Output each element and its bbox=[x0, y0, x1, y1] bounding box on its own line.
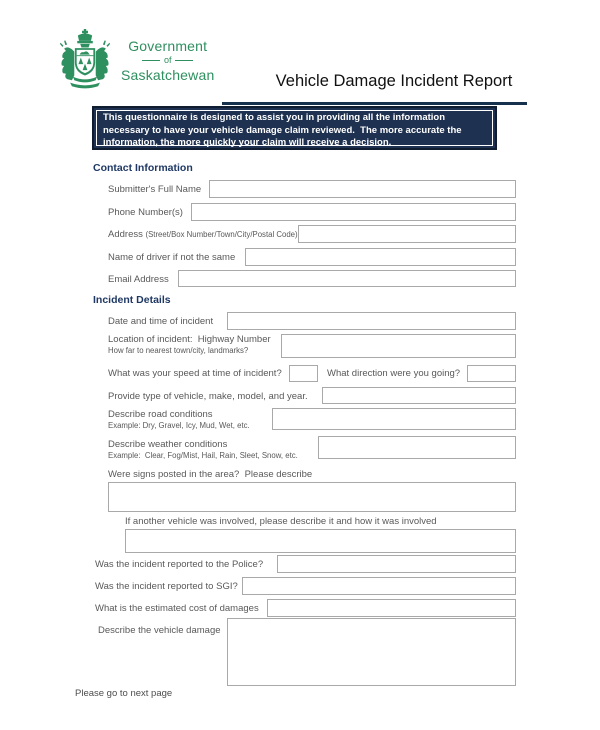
direction-input[interactable] bbox=[467, 365, 516, 382]
logo-wordmark bbox=[121, 39, 214, 82]
road-conditions-sublabel: Example: Dry, Gravel, Icy, Mud, Wet, etc. bbox=[108, 420, 250, 430]
weather-conditions-input[interactable] bbox=[318, 436, 516, 459]
phone-input[interactable] bbox=[191, 203, 516, 221]
other-vehicle-label: If another vehicle was involved, please describe it and how it was involved bbox=[125, 516, 437, 527]
location-label: Location of incident: Highway Number How far to nearest town/city, landmarks? bbox=[108, 334, 271, 355]
submitter-name-label: Submitter's Full Name bbox=[108, 184, 202, 195]
road-conditions-input[interactable] bbox=[272, 408, 516, 430]
next-page-note: Please go to next page bbox=[75, 688, 173, 699]
sgi-input[interactable] bbox=[242, 577, 516, 595]
signs-label: Were signs posted in the area? Please describe bbox=[108, 469, 313, 480]
address-label: Address (Street/Box Number/Town/City/Postal Code) bbox=[108, 229, 298, 240]
government-of-saskatchewan-logo bbox=[55, 28, 217, 92]
phone-label: Phone Number(s) bbox=[108, 207, 183, 218]
location-input[interactable] bbox=[281, 334, 516, 358]
signs-textarea[interactable] bbox=[108, 482, 516, 512]
road-conditions-label: Describe road conditions Example: Dry, Gravel, Icy, Mud, Wet, etc. bbox=[108, 409, 250, 430]
weather-conditions-label: Describe weather conditions Example: Clear, Fog/Mist, Hail, Rain, Sleet, Snow, etc. bbox=[108, 439, 298, 460]
logo-dash-left bbox=[142, 60, 160, 61]
logo-of: of bbox=[121, 56, 214, 65]
email-label: Email Address bbox=[108, 274, 169, 285]
location-sublabel: How far to nearest town/city, landmarks? bbox=[108, 345, 249, 355]
address-input[interactable] bbox=[298, 225, 516, 243]
title-underline bbox=[222, 102, 527, 105]
incident-datetime-label: Date and time of incident bbox=[108, 316, 214, 327]
logo-dash-right bbox=[175, 60, 193, 61]
sgi-label: Was the incident reported to SGI? bbox=[95, 581, 238, 592]
cost-input[interactable] bbox=[267, 599, 516, 617]
logo-government: Government bbox=[128, 37, 208, 54]
section-contact-information: Contact Information bbox=[93, 162, 193, 174]
address-sublabel: (Street/Box Number/Town/City/Postal Code) bbox=[145, 230, 298, 239]
cost-label: What is the estimated cost of damages bbox=[95, 603, 259, 614]
saskatchewan-coat-of-arms-icon bbox=[55, 29, 115, 91]
page-title: Vehicle Damage Incident Report bbox=[275, 72, 513, 90]
police-input[interactable] bbox=[277, 555, 516, 573]
logo-saskatchewan: Saskatchewan bbox=[121, 66, 215, 83]
vehicle-input[interactable] bbox=[322, 387, 516, 404]
damage-textarea[interactable] bbox=[227, 618, 516, 686]
intro-banner: This questionnaire is designed to assist you in providing all the information necessary to have your vehicle damage claim reviewed. The more accurate the information, the more quickly your claim will receive a decision. bbox=[92, 106, 497, 150]
weather-conditions-sublabel: Example: Clear, Fog/Mist, Hail, Rain, Sleet, Snow, etc. bbox=[108, 450, 298, 460]
police-label: Was the incident reported to the Police? bbox=[95, 559, 264, 570]
speed-input[interactable] bbox=[289, 365, 318, 382]
direction-label: What direction were you going? bbox=[327, 368, 461, 379]
driver-name-input[interactable] bbox=[245, 248, 516, 266]
damage-label: Describe the vehicle damage bbox=[98, 625, 221, 636]
speed-label: What was your speed at time of incident? bbox=[108, 368, 282, 379]
section-incident-details: Incident Details bbox=[93, 294, 171, 306]
email-input[interactable] bbox=[178, 270, 516, 287]
submitter-name-input[interactable] bbox=[209, 180, 516, 198]
incident-datetime-input[interactable] bbox=[227, 312, 516, 330]
other-vehicle-textarea[interactable] bbox=[125, 529, 516, 553]
driver-name-label: Name of driver if not the same bbox=[108, 252, 236, 263]
vehicle-label: Provide type of vehicle, make, model, and year. bbox=[108, 391, 308, 402]
